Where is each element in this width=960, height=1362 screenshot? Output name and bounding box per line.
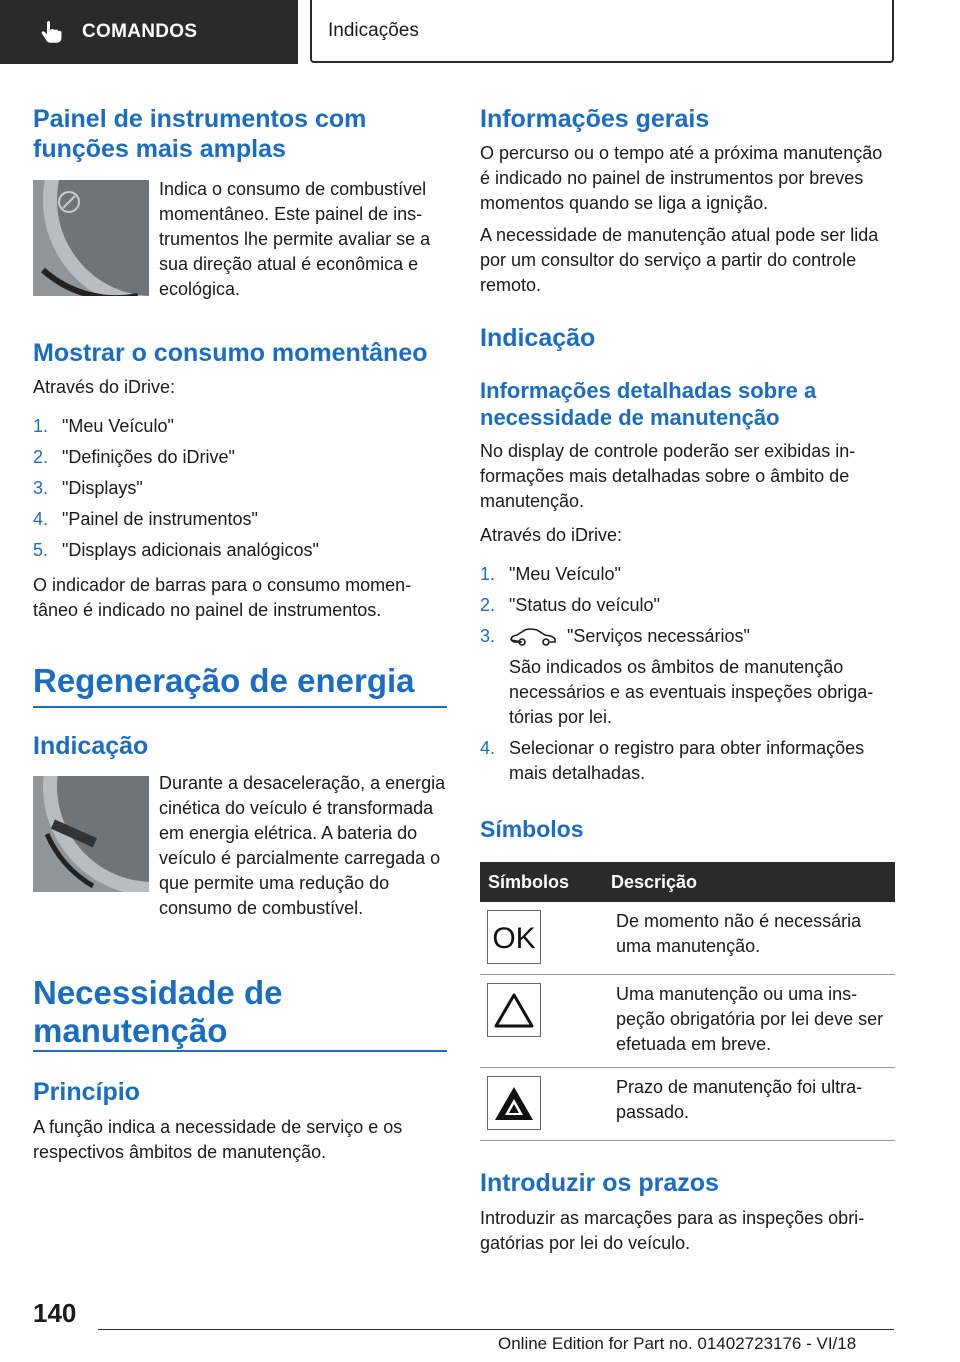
- list-item: 1. "Meu Veículo": [480, 564, 621, 584]
- symbols-table: [480, 862, 895, 1141]
- table-row: [480, 975, 895, 1068]
- section-tab: [0, 0, 298, 64]
- list-item: 4. "Painel de instrumentos": [33, 509, 258, 529]
- detalhes-text: No display de controle poderão ser exibidas informações mais detalhadas sobre o âmbito de manutenção.: [480, 441, 856, 511]
- table-row: [480, 1068, 895, 1141]
- col-header-symbols: Símbolos: [480, 862, 603, 902]
- hand-pointer-icon: [38, 19, 64, 45]
- info-p2: A necessidade de manutenção atual pode ser lida por um consultor do serviço a partir do controle remoto.: [480, 225, 879, 295]
- info-heading: Informações gerais: [480, 105, 710, 133]
- prazos-text: Introduzir as marcações para as inspeções obrigatórias por lei do veículo.: [480, 1208, 865, 1253]
- list-item: 2. "Definições do iDrive": [33, 447, 235, 467]
- panel-text: Indica o consumo de combustível momentâneo. Este painel de instrumentos lhe permite avaliar se a sua direção atual é econômica e ecológica.: [159, 179, 431, 299]
- table-header-row: [480, 862, 895, 902]
- list-item: 4. Selecionar o registro para obter informações mais detalhadas.: [480, 738, 865, 783]
- subsection-tab-label: Indicações: [328, 19, 419, 41]
- warning-triangle-filled-icon: [487, 1076, 541, 1130]
- page-number: 140: [33, 1298, 77, 1328]
- manut-title: Necessidade de manutenção: [33, 974, 283, 1049]
- gauge-illustration-icon: [33, 180, 149, 296]
- step-subtext: São indicados os âmbitos de manutenção necessários e as eventuais inspeções obrigatórias por lei.: [509, 657, 874, 727]
- idrive-intro-right: Através do iDrive:: [480, 525, 623, 545]
- warning-triangle-outline-icon: [487, 983, 541, 1037]
- indicacao-heading-right: Indicação: [480, 324, 596, 352]
- symbol-description: De momento não é necessária uma manutenção.: [603, 902, 895, 975]
- symbol-description: Prazo de manutenção foi ultrapassado.: [603, 1068, 895, 1141]
- subsection-tab: [310, 0, 894, 63]
- idrive-intro-left: Através do iDrive:: [33, 377, 176, 397]
- principio-text: A função indica a necessidade de serviço e os respectivos âmbitos de manutenção.: [33, 1117, 403, 1162]
- svg-text:OK: OK: [492, 922, 536, 955]
- regen-title: Regeneração de energia: [33, 662, 415, 699]
- panel-heading: Painel de instrumentos com funções mais amplas: [33, 105, 367, 163]
- principio-heading: Princípio: [33, 1078, 140, 1106]
- regen-text: Durante a desaceleração, a energia cinética do veículo é transformada em energia elétrica. A bateria do veículo é parcialmente carregada o que permite uma redução do consumo de combustível.: [159, 773, 446, 918]
- section-rule: [33, 1050, 447, 1052]
- info-p1: O percurso ou o tempo até a próxima manutenção é indicado no painel de instrumentos por breves momentos quando se liga a ignição.: [480, 143, 883, 213]
- indicacao-heading-left: Indicação: [33, 732, 149, 760]
- regen-text-wrap: [33, 771, 449, 921]
- list-item: 5. "Displays adicionais analógicos": [33, 540, 319, 560]
- table-row: [480, 902, 895, 975]
- car-icon: [509, 627, 557, 647]
- manut-steps: [480, 562, 895, 792]
- prazos-heading: Introduzir os prazos: [480, 1169, 719, 1197]
- list-item: 2. "Status do veículo": [480, 595, 660, 615]
- ok-symbol-icon: [487, 910, 541, 964]
- detalhes-heading: Informações detalhadas sobre a necessidade de manutenção: [480, 378, 817, 430]
- consumo-steps: [33, 414, 447, 569]
- simbolos-heading: Símbolos: [480, 816, 584, 842]
- consumo-note: O indicador de barras para o consumo momentâneo é indicado no painel de instrumentos.: [33, 575, 412, 620]
- instrument-panel-image: [33, 180, 149, 296]
- list-item: 3. "Serviços necessários" São indicados os âmbitos de manutenção necessários e as eventuais inspeções obrigatórias por lei.: [480, 624, 895, 730]
- section-tab-label: COMANDOS: [82, 21, 198, 42]
- section-rule: [33, 706, 447, 708]
- col-header-description: Descrição: [603, 862, 895, 902]
- footer-edition: Online Edition for Part no. 01402723176 - VI/18: [498, 1334, 857, 1353]
- list-item: 3. "Displays": [33, 478, 143, 498]
- symbol-description: Uma manutenção ou uma inspeção obrigatória por lei deve ser efetuada em breve.: [603, 975, 895, 1068]
- list-item: 1. "Meu Veículo": [33, 416, 174, 436]
- consumo-heading: Mostrar o consumo momentâneo: [33, 339, 428, 367]
- footer-rule: [98, 1329, 894, 1330]
